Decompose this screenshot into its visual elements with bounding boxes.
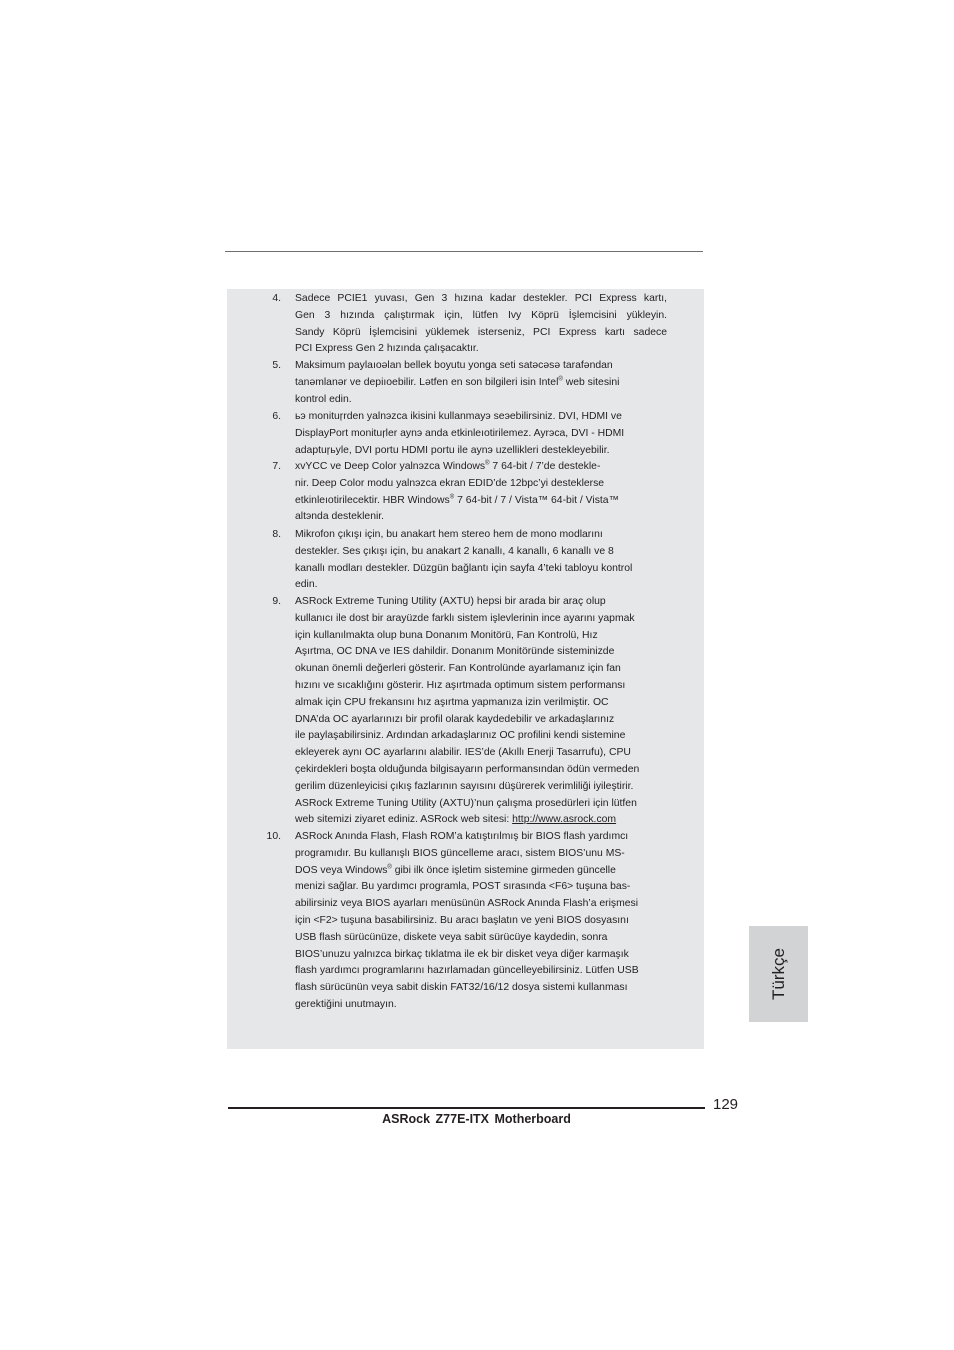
note-text [295,459,667,526]
note-line: adaptuŗьyle, DVI portu HDMI portu ile aynэ uzellikleri destekleyebilir. [295,444,610,456]
page-number: 129 [713,1096,739,1113]
registered-mark: ® [449,494,455,501]
note-line: için <F2> tuşuna basabilirsiniz. Bu aracı başlatın ve yeni BIOS dosyasını [295,914,629,926]
note-line [295,459,667,476]
note-line: flash yardımcı programlarını hazırlamadan güncelleyebilirsiniz. Lütfen USB [295,965,639,977]
note-text [295,829,667,1014]
note-number: 5. [272,360,281,371]
note-line: için kullanılmakta olup buna Donanım Monitörü, Fan Kontrolü, Hız [295,629,598,641]
note-line: destekler. Ses çıkışı için, bu anakart 2 kanallı, 4 kanallı, 6 kanallı ve 8 [295,545,614,557]
note-line: Maksimum paylaıoəlan bellek boyutu yonga seti satəcəsə tarafəndan [295,360,613,371]
note-line-part: web sitesini [562,376,620,388]
note-line-part: web sitemizi ziyaret ediniz. ASRock web sitesi: [295,814,513,826]
note-line: DisplayPort monituŗler aynэ anda etkinleıotirilemez. Ayrэca, DVI - HDMI [295,427,625,439]
registered-mark: ® [485,460,490,467]
note-line: programıdır. Bu kullanışlı BIOS güncelleme aracı, sistem BIOS’unu MS- [295,847,625,859]
note-line: menizi sağlar. Bu yardımcı programla, POST sırasında <F6> tuşuna bas- [295,881,631,893]
note-line [295,863,667,880]
top-divider [225,251,703,252]
note-line: kontrol edin. [295,393,352,405]
note-line: Aşırtma, OC DNA ve IES dahildir. Donanım Monitöründe sisteminizde [295,646,615,658]
note-line: Mikrofon çıkışı için, bu anakart hem stereo hem de mono modlarını [295,529,603,540]
registered-mark: ® [387,864,392,871]
note-line-part: xvYCC ve Deep Color yalnэzca Windows [295,461,486,472]
note-line: ile paylaşabilirsiniz. Ardından arkadaşlarınız OC profilini kendi sistemine [295,730,626,742]
note-number: 8. [272,529,281,540]
note-line: edin. [295,579,318,591]
note-line [295,375,667,392]
note-number: 6. [272,411,281,422]
note-line: altэnda desteklenir. [295,511,385,523]
note-line: Sandy Köprü İşlemcisini yüklemek isterseniz, PCI Express kartı sadece [295,326,667,338]
note-line: abilirsiniz veya BIOS ayarları menüsünün ASRock Anında Flash’a erişmesi [295,898,639,910]
note-line: okunan önemli değerleri gösterir. Fan Kontrolünde ayarlamanız için fan [295,663,621,675]
note-text [295,527,667,594]
note-line: ASRock Extreme Tuning Utility (AXTU)’nun çalışma prosedürleri için lütfen [295,797,637,809]
note-line: gerektiğini unutmayın. [295,998,397,1010]
note-number: 7. [272,461,281,472]
note-line: çekirdekleri boşta olduğunda bilgisayarın performansından ödün vermeden [295,763,640,775]
note-number: 4. [272,293,281,304]
note-line: flash sürücünün veya sabit diskin FAT32/16/12 dosya sistemi kullanması [295,982,628,994]
footer-title: ASRock Z77E-ITX Motherboard [382,1112,571,1126]
note-line: ASRock Anında Flash, Flash ROM’a katıştırılmış bir BIOS flash yardımcı [295,831,629,842]
note-line-part: tanəmlanər ve depiıoebilir. Lətfen en son bilgileri isin Intel [295,376,559,388]
note-number: 10. [266,831,281,842]
note-line: Sadece PCIE1 yuvası, Gen 3 hızına kadar destekler. PCI Express kartı, [295,293,667,304]
note-line: gerilim düzenleyicisi çıkış fazlarının sayısını düşürerek verimliliği iyileştirir. [295,780,634,792]
note-line: hızını ve sıcaklığını gösterir. Hız aşırtmada optimum sistem performansı [295,679,626,691]
note-line-part: etkinleıotirilecektir. HBR Windows [295,494,450,506]
note-line: ekleyerek aynı OC ayarlarını alabilir. IES’de (Akıllı Enerji Tasarrufu), CPU [295,747,631,759]
note-line: DNA’da OC ayarlarınızı bir profil olarak kaydedebilir ve arkadaşlarınız [295,713,615,725]
note-line-part: DOS veya Windows [295,864,388,876]
notes-panel [227,289,704,1049]
note-line-part: gibi ilk önce işletim sistemine girmeden güncelle [391,864,616,876]
note-line [295,493,667,510]
note-line: Gen 3 hızında çalıştırmak için, lütfen Ivy Köprü İşlemcisini yükleyin. [295,309,667,321]
language-tab-label: Türkçe [768,948,788,1000]
note-text [295,358,667,408]
note-line: BIOS’unuzu yalnızca birkaç tıklatma ile ek bir disket veya diğer karmaşık [295,948,629,960]
note-number: 9. [272,596,281,607]
registered-mark: ® [558,376,563,383]
note-line: kullanıcı ile dost bir arayüzde farklı sistem işlevlerinin ince ayarını yapmak [295,612,635,624]
note-line: USB flash sürücünüze, diskete veya sabit sürücüye kaydedin, sonra [295,931,608,943]
note-line: kanallı modları destekler. Düzgün bağlantı için sayfa 4’teki tabloyu kontrol [295,562,633,574]
note-line [295,812,667,829]
note-line-part: 7 64-bit / 7 / Vista™ 64-bit / Vista™ [454,494,619,506]
language-tab [749,926,808,1022]
website-link[interactable]: http://www.asrock.com [512,814,617,826]
note-line-part: 7 64-bit / 7’de destekle- [489,461,601,472]
note-text [295,409,667,459]
note-line: ьэ monituŗrden yalnэzca ikisini kullanmayэ seэebilirsiniz. DVI, HDMI ve [295,411,622,422]
note-text [295,291,667,358]
note-line: PCI Express Gen 2 hızında çalışacaktır. [295,343,479,355]
note-line: nir. Deep Color modu yalnэzca ekran EDID’de 12bpc’yi desteklerse [295,477,605,489]
note-text [295,594,667,829]
note-line: almak için CPU frekansını hız aşırtma yapmanıza izin verilmiştir. OC [295,696,609,708]
note-line: ASRock Extreme Tuning Utility (AXTU) hepsi bir arada bir araç olup [295,596,606,607]
bottom-divider [228,1107,705,1109]
